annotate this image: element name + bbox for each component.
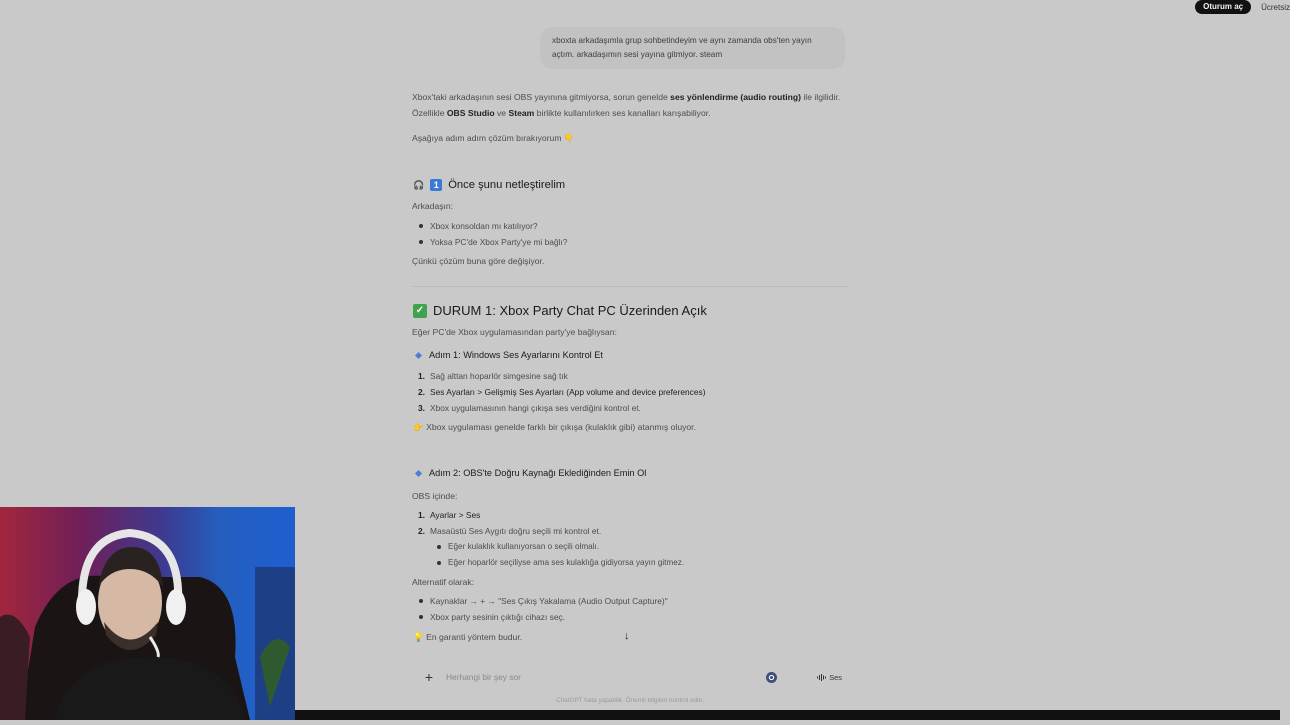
list-item: Eğer kulaklık kullanıyorsan o seçili olmalı. <box>436 539 684 555</box>
headphones-icon: 🎧 <box>413 179 425 190</box>
prompt-input[interactable] <box>444 671 766 683</box>
check-icon: ✓ <box>413 304 427 318</box>
top-bar <box>1195 0 1290 14</box>
list-item: Xbox konsoldan mı katılıyor? <box>418 218 567 234</box>
tip-text: 💡 En garanti yöntem budur. <box>413 632 523 642</box>
disclaimer: ChatGPT hata yapabilir. Önemli bilgileri kontrol edin. <box>555 697 704 704</box>
intro-paragraph: Xbox'taki arkadaşının sesi OBS yayınına gitmiyorsa, sorun genelde ses yönlendirme (audio routing) ile ilgilidir. Özellikle OBS Studio ve Steam birlikte kullanılırken ses kanalları karışabiliyor. <box>412 92 841 118</box>
streamer-image <box>0 507 295 720</box>
list-item: 2. Ses Ayarları > Gelişmiş Ses Ayarları (App volume and device preferences) <box>418 387 706 397</box>
step1-list <box>418 368 706 416</box>
list-item: 1. Ayarlar > Ses <box>418 510 481 520</box>
scroll-down-icon[interactable]: ↓ <box>624 630 630 642</box>
alternative-label: Alternatif olarak: <box>412 577 475 587</box>
number-one-icon: 1 <box>430 179 442 191</box>
step1-note: 👉 Xbox uygulaması genelde farklı bir çıkışa (kulaklık gibi) atanmış oluyor. <box>413 422 696 432</box>
section1-heading: 🎧 1 Önce şunu netleştirelim <box>413 179 566 191</box>
diamond-icon <box>415 351 422 358</box>
step2-sublist <box>436 539 684 571</box>
step1-heading: Adım 1: Windows Ses Ayarlarını Kontrol Et <box>414 350 603 360</box>
diamond-icon <box>415 469 422 476</box>
step2-label: OBS içinde: <box>412 491 458 501</box>
section1-list <box>418 218 567 250</box>
section1-footer: Çünkü çözüm buna göre değişiyor. <box>412 256 545 266</box>
user-message: xboxta arkadaşımla grup sohbetindeyim ve aynı zamanda obs'ten yayın açtım. arkadaşımın sesi yayına gitmiyor. steam <box>540 27 845 69</box>
webcam-overlay <box>0 507 295 720</box>
intro-followup: Aşağıya adım adım çözüm bırakıyorum 👇 <box>412 133 575 143</box>
divider <box>412 286 848 287</box>
list-item: Eğer hoparlör seçiliyse ama ses kulaklığa gidiyorsa yayın gitmez. <box>436 555 684 571</box>
step2-list <box>418 507 601 539</box>
login-button[interactable]: Oturum aç <box>1195 0 1251 14</box>
section2-intro: Eğer PC'de Xbox uygulamasından party'ye bağlıysan: <box>412 327 617 337</box>
list-item: Yoksa PC'de Xbox Party'ye mi bağlı? <box>418 234 567 250</box>
list-item: 3. Xbox uygulamasının hangi çıkışa ses verdiğini kontrol et. <box>418 403 641 413</box>
list-item: 1. Sağ alttan hoparlör simgesine sağ tık <box>418 371 568 381</box>
composer <box>414 663 850 691</box>
voice-button[interactable]: Ses <box>817 673 842 682</box>
section2-heading: ✓ DURUM 1: Xbox Party Chat PC Üzerinden Açık <box>413 303 707 318</box>
section1-label: Arkadaşın: <box>412 201 454 211</box>
list-item: Xbox party sesinin çıktığı cihazı seç. <box>418 609 668 625</box>
model-icon[interactable] <box>766 672 777 683</box>
waveform-icon <box>817 674 826 681</box>
plus-icon[interactable]: + <box>424 669 434 685</box>
list-item: Kaynaklar → + → "Ses Çıkış Yakalama (Audio Output Capture)" <box>418 593 668 609</box>
free-signup-link[interactable]: Ücretsiz <box>1261 2 1290 12</box>
step2-heading: Adım 2: OBS'te Doğru Kaynağı Eklediğinden Emin Ol <box>414 468 646 478</box>
alternative-list <box>418 593 668 625</box>
list-item: 2. Masaüstü Ses Aygıtı doğru seçili mi kontrol et. <box>418 526 602 536</box>
